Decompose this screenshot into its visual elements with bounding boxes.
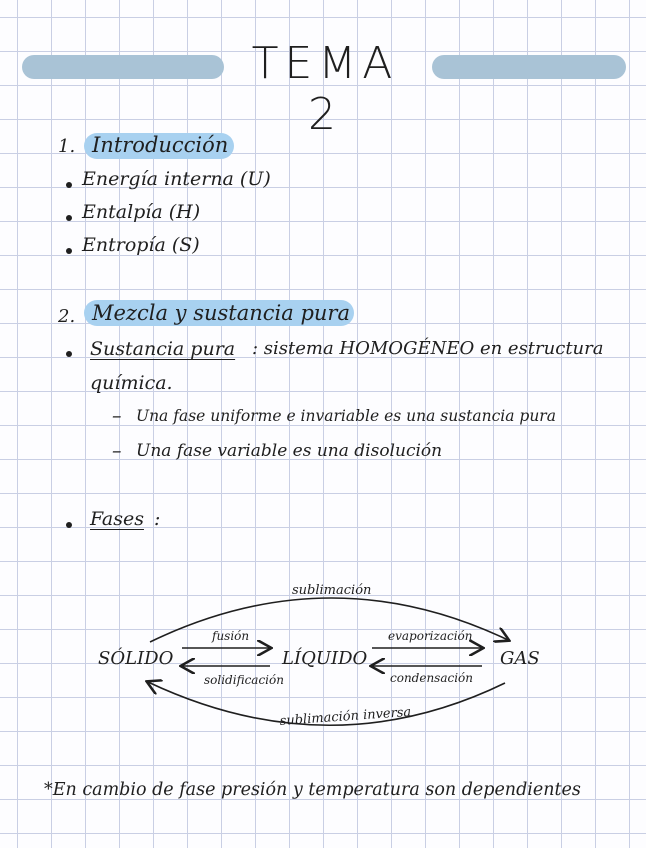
label-sublimation: sublimación	[292, 583, 372, 598]
section-1-number: 1.	[58, 136, 76, 157]
state-gas: GAS	[500, 648, 540, 669]
section-1-item-2: Entalpía (H)	[82, 201, 201, 223]
label-solidification: solidificación	[204, 673, 284, 687]
sub-item-1: Una fase uniforme e invariable es una sustancia pura	[136, 407, 556, 425]
section-1-heading: Introducción	[92, 133, 229, 157]
footnote: *En cambio de fase presión y temperatura son dependientes	[44, 780, 581, 800]
phases-label: Fases	[90, 508, 144, 530]
sub-item-2: Una fase variable es una disolución	[136, 441, 443, 461]
label-condensation: condensación	[390, 671, 474, 685]
section-2-heading: Mezcla y sustancia pura	[92, 301, 350, 325]
phases-colon: :	[154, 508, 161, 530]
definition-line-2: química.	[90, 372, 173, 394]
state-solid: SÓLIDO	[98, 648, 174, 669]
label-evaporation: evaporización	[388, 629, 473, 643]
state-liquid: LÍQUIDO	[282, 648, 368, 669]
section-2-number: 2.	[58, 306, 76, 327]
label-fusion: fusión	[212, 629, 250, 643]
definition-term: Sustancia pura	[90, 338, 236, 360]
definition-line-1: : sistema HOMOGÉNEO en estructura	[252, 338, 604, 359]
section-1-item-1: Energía interna (U)	[82, 168, 271, 190]
label-inverse-sublimation: sublimación inversa	[279, 704, 412, 729]
section-1-item-3: Entropía (S)	[82, 234, 200, 256]
sub-dash-2: –	[112, 440, 122, 462]
page-title: TEMA 2	[251, 38, 399, 140]
sub-dash-1: –	[112, 405, 122, 427]
